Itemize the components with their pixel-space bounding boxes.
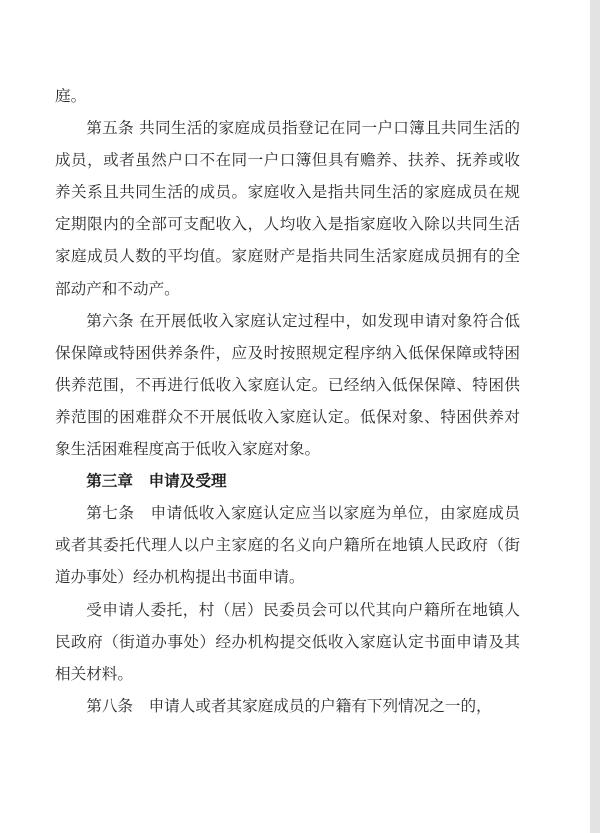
article-5-paragraph: 第五条 共同生活的家庭成员指登记在同一户口簿且共同生活的成员，或者虽然户口不在同一户口簿但具有赡养、扶养、抚养或收养关系且共同生活的成员。家庭收入是指共同生活的家庭成员在规定期限内的全部可支配收入，人均收入是指家庭收入除以共同生活家庭成员人数的平均值。家庭财产是指共同生活家庭成员拥有的全部动产和不动产。: [55, 119, 520, 298]
article-6-paragraph: 第六条 在开展低收入家庭认定过程中，如发现申请对象符合低保保障或特困供养条件，应及时按照规定程序纳入低保保障或特困供养范围，不再进行低收入家庭认定。已经纳入低保保障、特困供养范围的困难群众不开展低收入家庭认定。低保对象、特困供养对象生活困难程度高于低收入家庭对象。: [55, 311, 520, 459]
entrusted-application-paragraph: 受申请人委托，村（居）民委员会可以代其向户籍所在地镇人民政府（街道办事处）经办机构提交低收入家庭认定书面申请及其相关材料。: [55, 600, 520, 683]
article-7-paragraph: 第七条 申请低收入家庭认定应当以家庭为单位，由家庭成员或者其委托代理人以户主家庭的名义向户籍所在地镇人民政府（街道办事处）经办机构提出书面申请。: [55, 504, 520, 587]
document-body: [55, 80, 520, 722]
continuation-text: 庭。: [55, 87, 87, 105]
chapter-3-heading: 第三章 申请及受理: [86, 471, 227, 491]
scan-edge-shadow: [590, 0, 600, 833]
article-8-paragraph: 第八条 申请人或者其家庭成员的户籍有下列情况之一的，: [86, 696, 492, 715]
